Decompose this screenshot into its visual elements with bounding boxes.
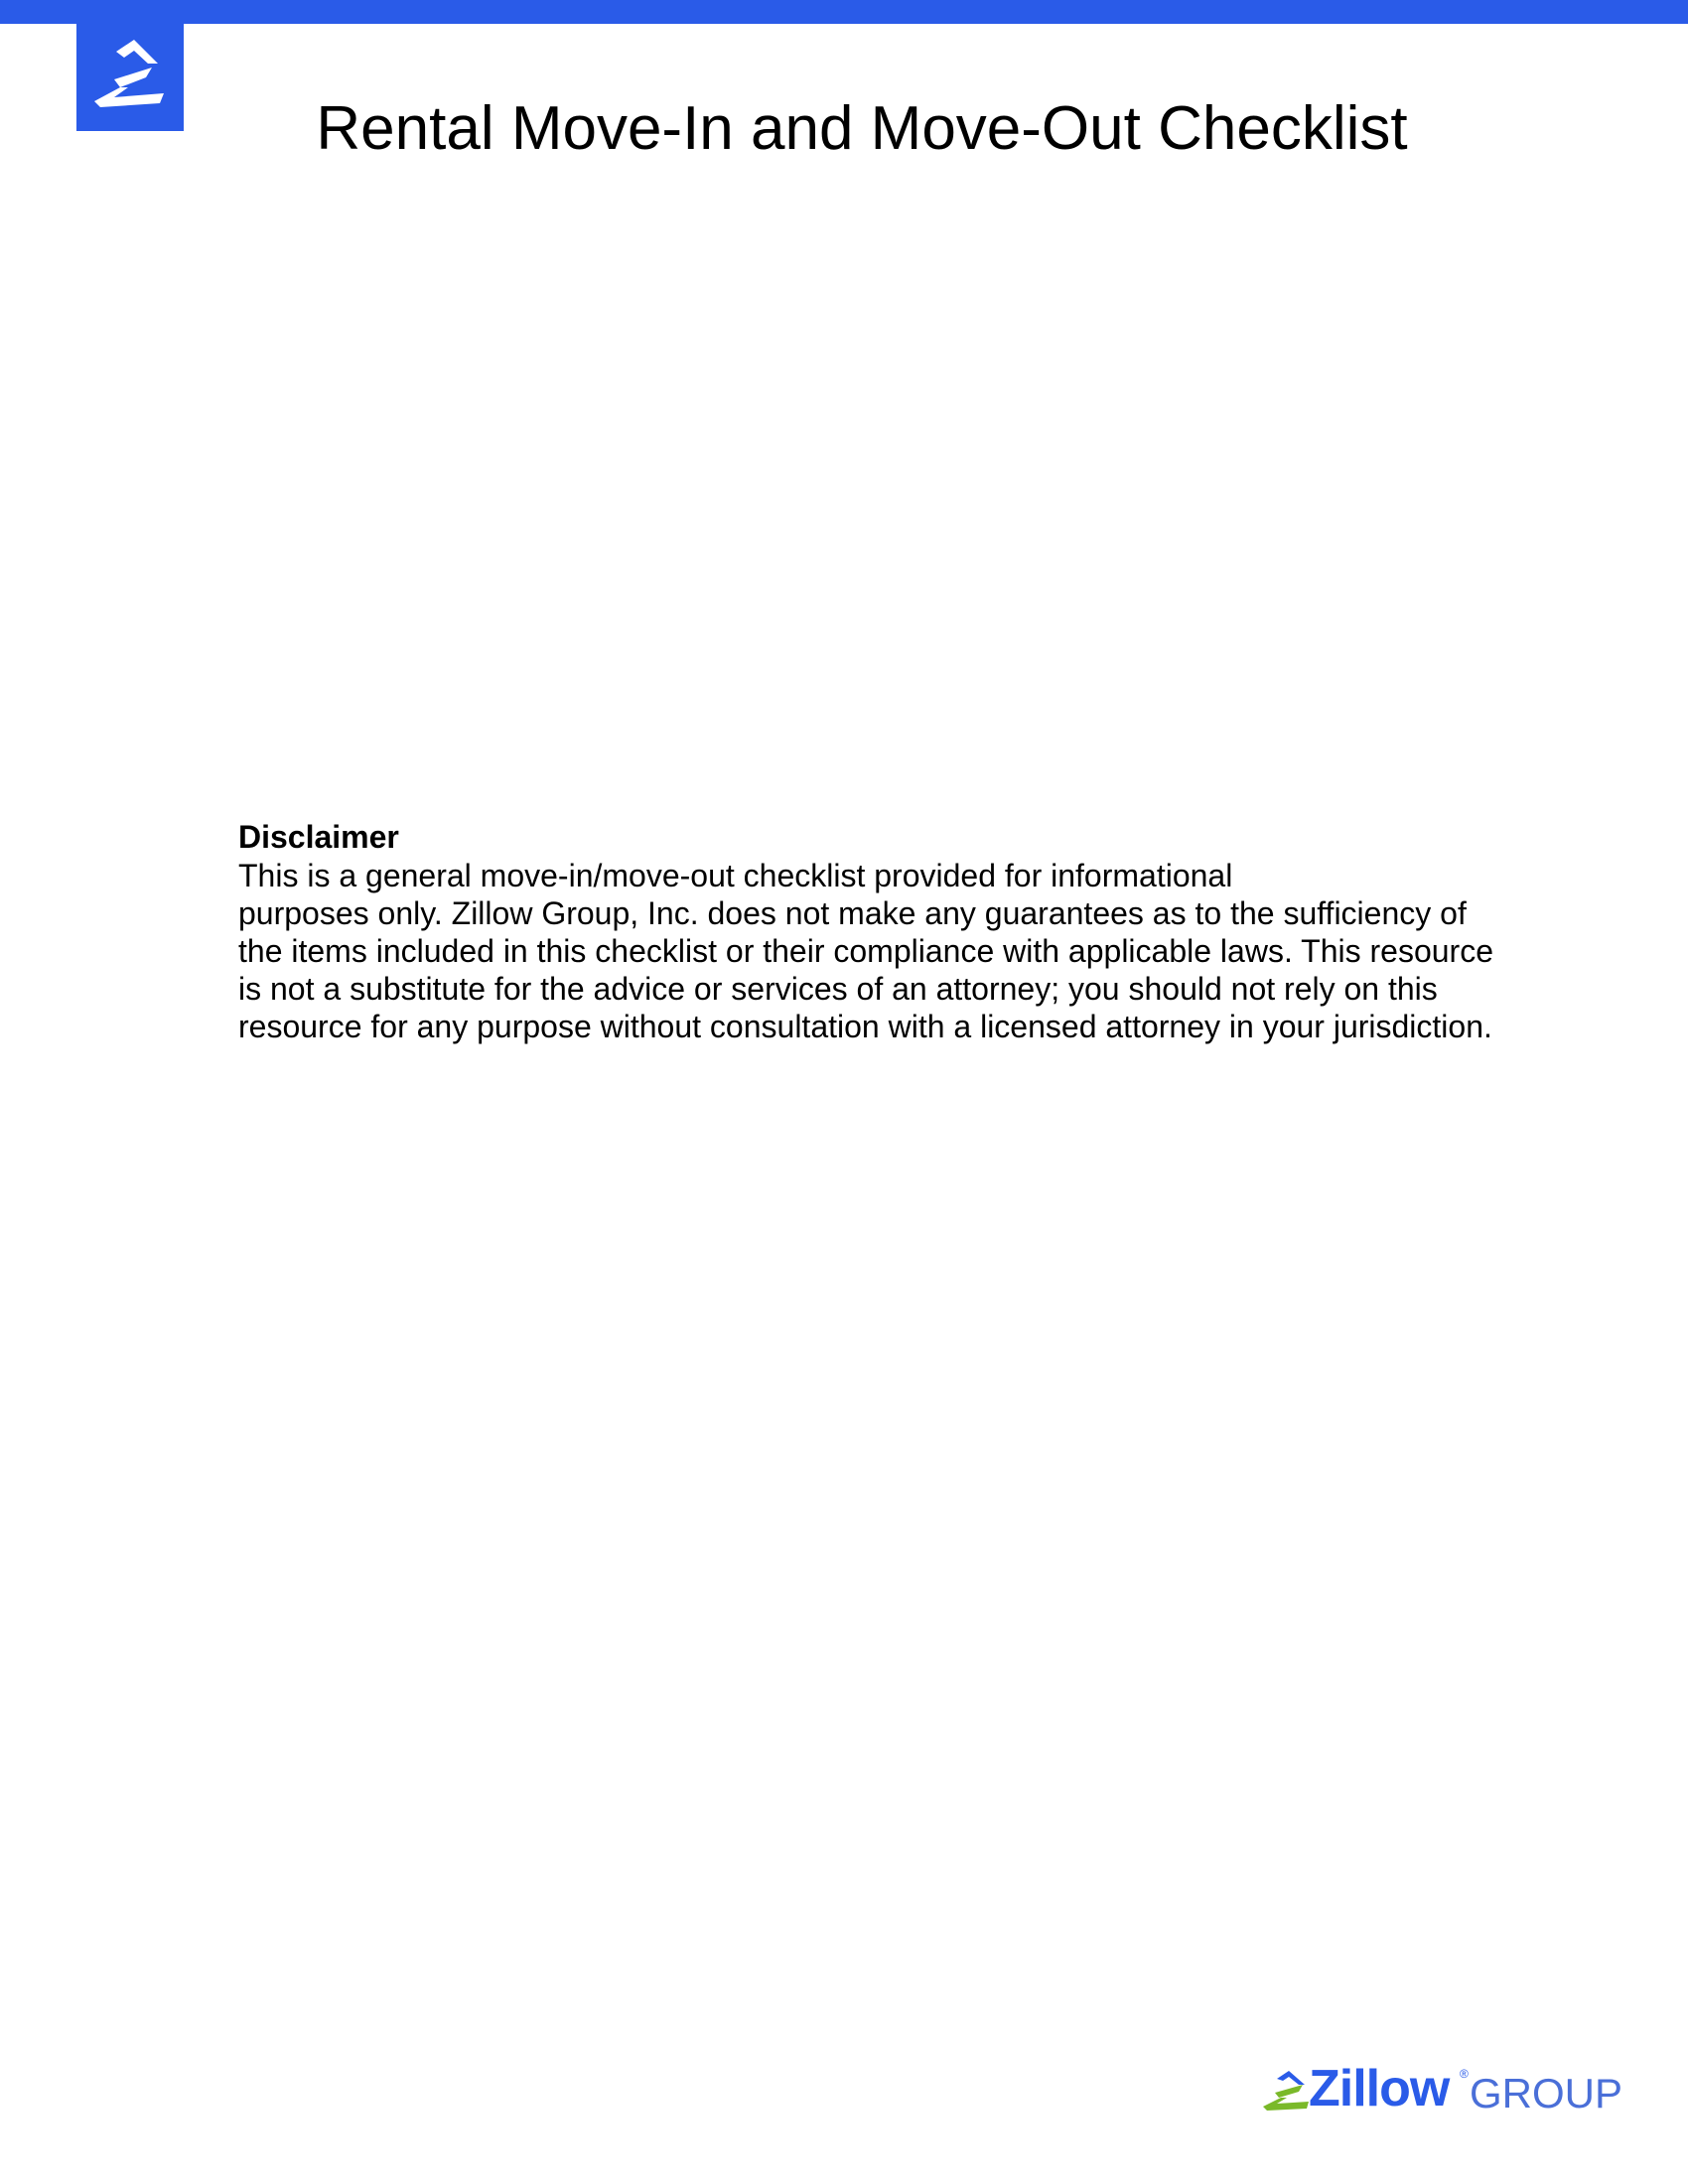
document-title: Rental Move-In and Move-Out Checklist <box>316 94 1408 163</box>
disclaimer-section <box>238 817 1549 1045</box>
zillow-z-house-icon <box>1259 2065 1315 2115</box>
disclaimer-line: is not a substitute for the advice or services of an attorney; you should not rely on this <box>238 971 1438 1007</box>
disclaimer-line: purposes only. Zillow Group, Inc. does not make any guarantees as to the sufficiency of <box>238 895 1467 931</box>
top-accent-bar <box>0 0 1688 24</box>
registered-mark: ® <box>1460 2067 1469 2081</box>
footer-group-label: GROUP <box>1470 2070 1623 2116</box>
zillow-group-logo <box>1259 2055 1623 2124</box>
footer-brand-name: Zillow <box>1309 2060 1450 2117</box>
disclaimer-line: This is a general move-in/move-out checklist provided for informational <box>238 858 1233 893</box>
disclaimer-line: resource for any purpose without consultation with a licensed attorney in your jurisdiction. <box>238 1009 1492 1044</box>
disclaimer-heading: Disclaimer <box>238 819 399 855</box>
disclaimer-line: the items included in this checklist or their compliance with applicable laws. This resource <box>238 933 1493 969</box>
disclaimer-body <box>238 857 1549 1045</box>
